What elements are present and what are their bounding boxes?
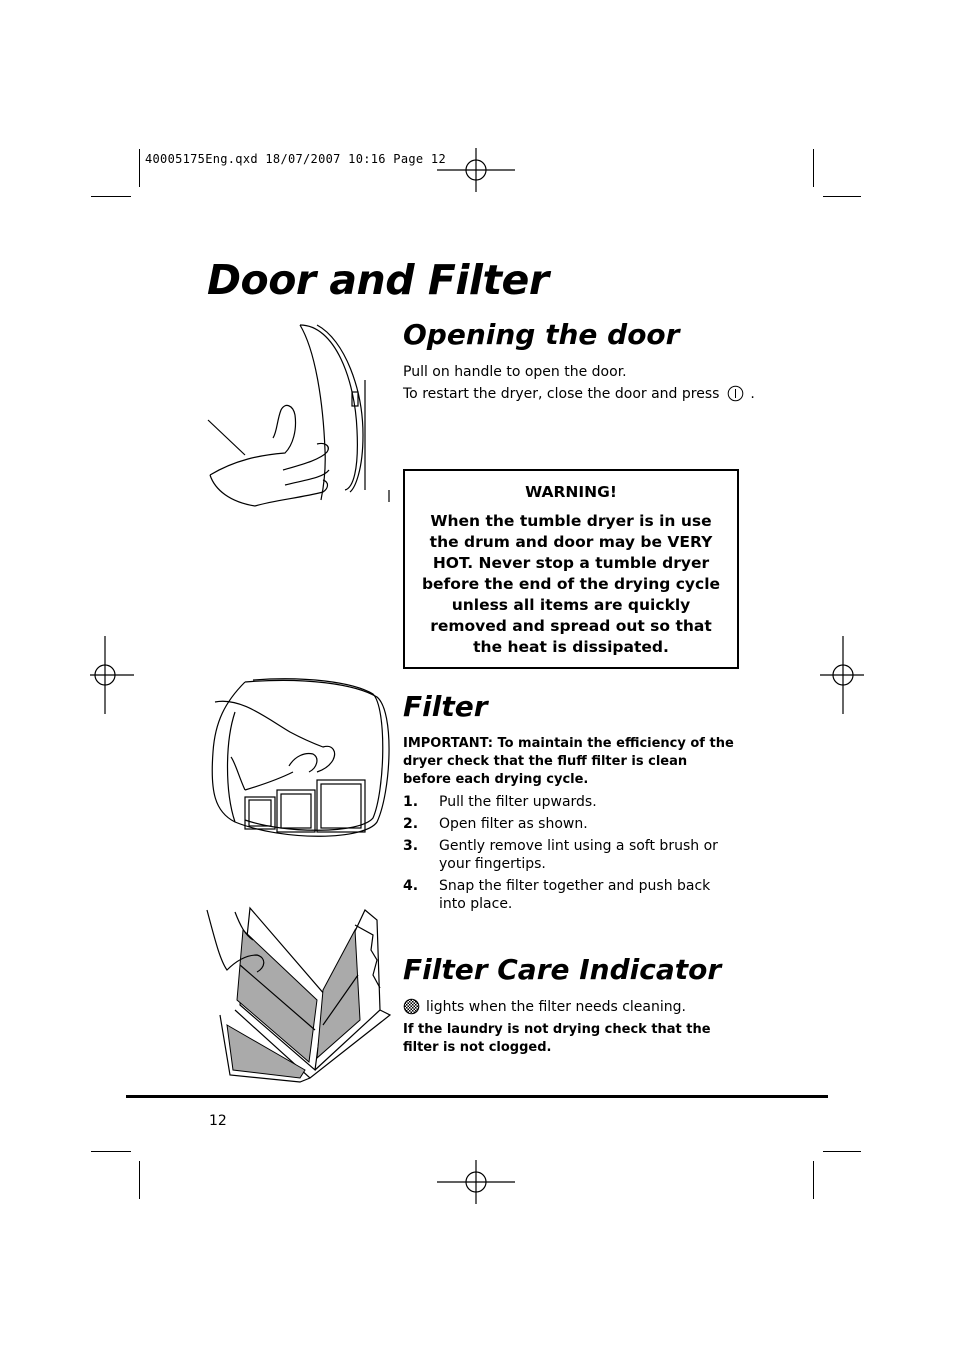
page-number: 12 (209, 1113, 227, 1129)
step-number: 3. (403, 838, 419, 854)
filter-care-note: If the laundry is not drying check that the filter is not clogged. (403, 1022, 711, 1055)
step-number: 4. (403, 878, 419, 894)
filter-open-illustration (205, 900, 395, 1085)
step-number: 2. (403, 816, 419, 832)
filter-indicator-text: lights when the filter needs cleaning. (426, 999, 686, 1015)
power-button-icon (727, 385, 744, 402)
registration-mark-right-icon (818, 636, 868, 716)
file-slug: 40005175Eng.qxd 18/07/2007 10:16 Page 12 (145, 152, 446, 166)
restart-instruction: To restart the dryer, close the door and press (403, 386, 720, 402)
filter-step (403, 815, 738, 833)
filter-pull-illustration (205, 672, 395, 847)
filter-step (403, 837, 738, 873)
registration-mark-left-icon (88, 636, 138, 716)
filter-important-note: IMPORTANT: To maintain the efficiency of the dryer check that the fluff filter is clean before each drying cycle. (403, 736, 734, 787)
filter-step (403, 793, 738, 811)
opening-door-line-2 (403, 385, 755, 403)
step-text: Snap the filter together and push back into place. (439, 878, 711, 912)
page-title: Door and Filter (207, 256, 549, 304)
warning-box (403, 469, 739, 669)
step-number: 1. (403, 794, 419, 810)
restart-instruction-end: . (750, 386, 755, 402)
registration-mark-bottom-icon (437, 1158, 517, 1208)
opening-door-line-1: Pull on handle to open the door. (403, 364, 627, 380)
filter-steps-list (403, 793, 738, 917)
filter-heading: Filter (403, 690, 488, 723)
warning-text: When the tumble dryer is in use the drum and door may be VERY HOT. Never stop a tumble dryer before the end of the drying cycle unless all items are quickly removed and spread out so that the heat is dissipated. (421, 512, 721, 656)
warning-title: WARNING! (525, 483, 617, 501)
opening-door-text (403, 363, 755, 403)
filter-indicator-icon (403, 998, 420, 1015)
filter-care-indicator-line (403, 998, 686, 1016)
door-opening-illustration (205, 320, 395, 510)
opening-door-heading: Opening the door (403, 318, 680, 351)
step-text: Pull the filter upwards. (439, 794, 597, 810)
filter-care-heading: Filter Care Indicator (403, 953, 722, 986)
registration-mark-top-icon (437, 146, 517, 196)
step-text: Open filter as shown. (439, 816, 588, 832)
filter-step (403, 877, 738, 913)
footer-rule (126, 1095, 828, 1098)
step-text: Gently remove lint using a soft brush or your fingertips. (439, 838, 718, 872)
